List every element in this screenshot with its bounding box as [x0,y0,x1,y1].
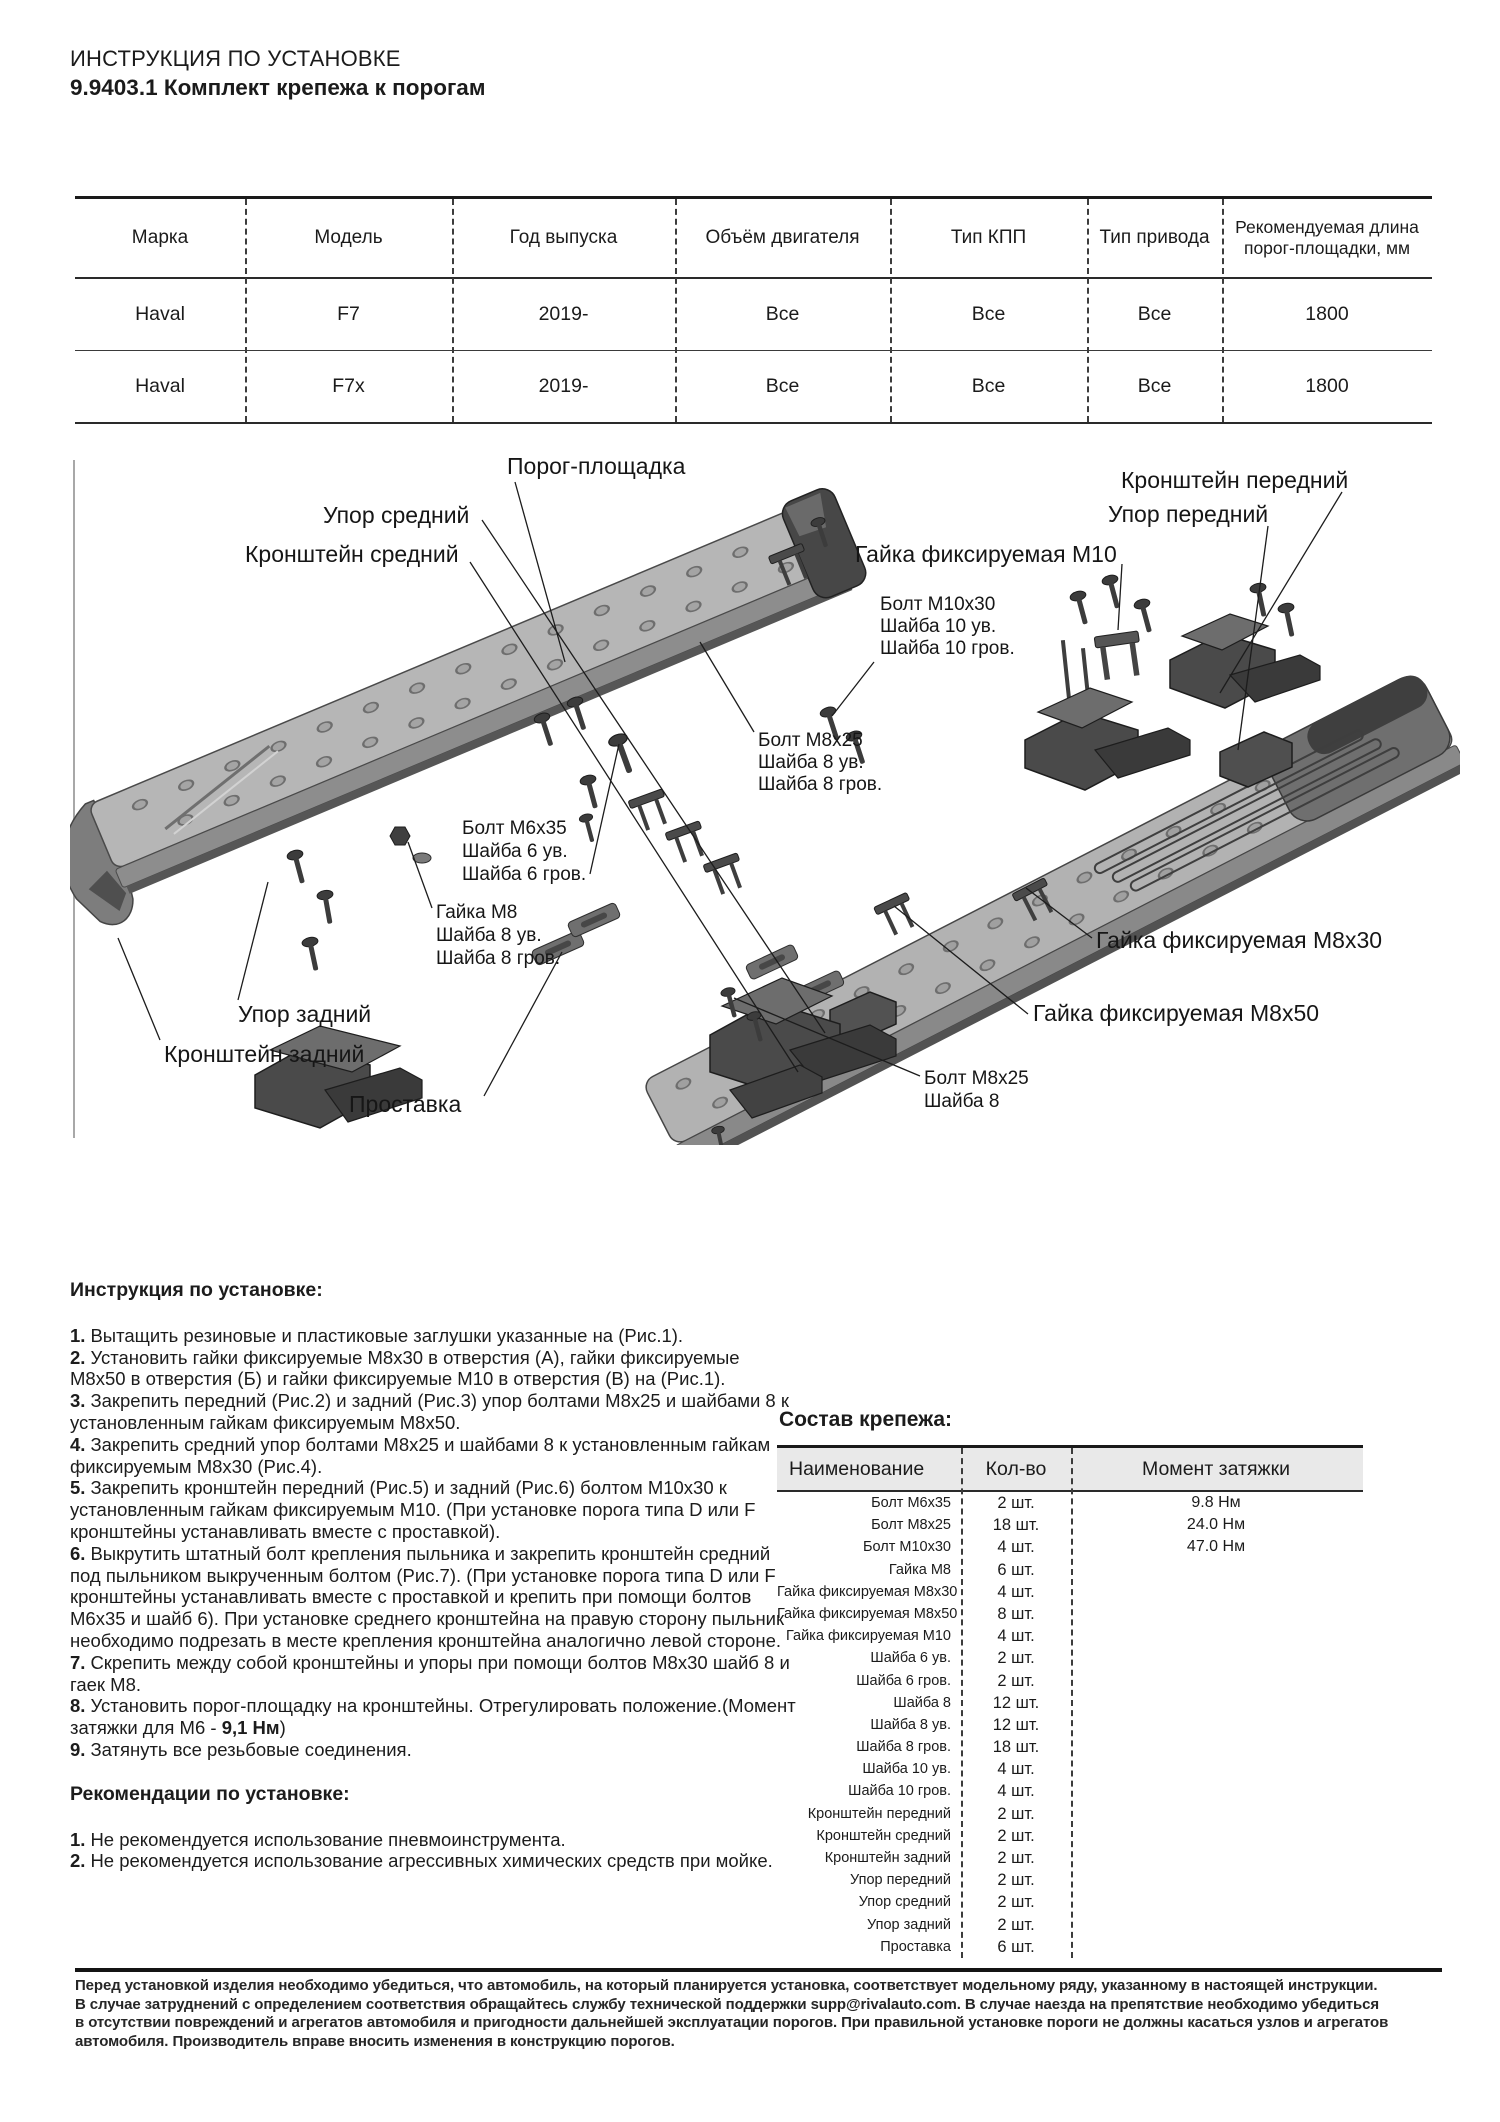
label-bolt-m10x30: Болт М10х30 [880,594,996,615]
hardware-kit-table [777,1445,1363,1958]
parts-row [777,1581,1363,1603]
label-kronshtein-zadniy: Кронштейн задний [164,1041,365,1067]
part-qty: 18 шт. [992,1738,1040,1757]
recommendation-item [70,1850,797,1872]
column-header: Тип привода [1099,227,1210,248]
nut-icon [390,827,410,845]
column-header: Объём двигателя [705,227,860,248]
parts-row [777,1914,1363,1936]
table-row [75,350,1432,422]
part-qty: 2 шт. [997,1849,1035,1867]
part-torque [1071,1559,1361,1581]
vehicle-table-header [75,199,1432,279]
label-bolt-m6x35: Болт М6х35 [462,818,567,839]
item-text: Закрепить передний (Рис.2) и задний (Рис.3) упор болтами М8х25 и шайбами 8 к установленным гайкам фиксируемым М8х50. [70,1390,789,1433]
part-qty: 4 шт. [997,1582,1035,1601]
part-torque [1071,1936,1361,1958]
table-cell: 1800 [1305,303,1349,325]
part-qty: 6 шт. [997,1937,1035,1956]
label-shaiba-8-grov-2: Шайба 8 гров. [436,948,561,969]
part-name: Шайба 8 [893,1694,951,1711]
table-cell: F7 [337,303,360,325]
table-cell: Все [971,303,1006,325]
spacer-plate-icon [745,944,799,980]
label-shaiba-6-grov: Шайба 6 гров. [462,864,587,885]
part-torque [1071,1825,1361,1847]
parts-row [777,1647,1363,1669]
parts-row [777,1758,1363,1780]
item-text: Не рекомендуется использование агрессивных химических средств при мойке. [90,1850,773,1872]
parts-row [777,1625,1363,1647]
label-gaika-m10: Гайка фиксируемая М10 [855,541,1117,567]
item-number: 8. [70,1695,86,1717]
table-cell: F7x [332,375,365,397]
part-torque [1071,1780,1361,1802]
parts-row [777,1780,1363,1802]
column-divider [1087,199,1089,422]
bolt-icon [578,813,599,844]
board-top-face [88,498,845,869]
recommendation-item [70,1829,797,1851]
item-number: 2. [70,1850,86,1872]
instruction-item [70,1695,797,1739]
bracket-rear-group [255,827,431,1128]
disclaimer-line: В случае затруднений с определением соответствия обращайтесь службу технической поддержки supp@rivalauto.com. В случае наезда на препятствие необходимо убедиться [75,1995,1380,2013]
parts-row [777,1847,1363,1869]
parts-row [777,1670,1363,1692]
parts-row [777,1736,1363,1758]
part-torque [1071,1914,1361,1936]
part-torque: 9.8 Нм [1191,1494,1241,1511]
part-qty: 2 шт. [997,1893,1035,1912]
part-torque [1071,1847,1361,1869]
page-header [70,44,485,102]
label-upor-zadniy: Упор задний [238,1001,372,1027]
part-torque [1071,1647,1361,1669]
label-upor-sredniy: Упор средний [323,502,470,528]
table-cell: Haval [135,303,185,325]
label-gaika-m8: Гайка М8 [436,902,518,923]
item-text: Скрепить между собой кронштейны и упоры при помощи болтов М8х30 шайб 8 и гаек М8. [70,1651,790,1695]
instruction-item [70,1652,797,1696]
label-prostavka: Проставка [349,1091,462,1117]
part-name: Кронштейн задний [824,1850,951,1866]
part-qty: 2 шт. [997,1494,1035,1512]
hardware-kit-section [777,1408,1363,1958]
part-torque [1071,1603,1361,1625]
item-text: Вытащить резиновые и пластиковые заглушки указанные на (Рис.1). [90,1324,684,1346]
item-number: 1. [70,1324,86,1346]
part-qty: 4 шт. [997,1760,1035,1779]
table-cell: Haval [135,375,185,397]
instruction-item [70,1434,797,1478]
column-header: Тип КПП [950,227,1027,248]
part-torque [1071,1692,1361,1714]
item-text: Выкрутить штатный болт крепления пыльника и закрепить кронштейн средний под пыльником выкрученным болтом (Рис.7). (При установке порога типа D или F кронштейны устанавливать вместе с проставкой и крепить при помощи болтов М6х35 и шайб 6). При установке среднего кронштейна на правую сторону пыльник необходимо подрезать в месте крепления кронштейна аналогично левой стороне. [70,1542,785,1651]
instruction-item [70,1543,797,1652]
part-name: Гайка М8 [888,1561,951,1578]
label-shaiba-8-uv-2: Шайба 8 ув. [436,925,542,946]
part-torque [1071,1625,1361,1647]
item-number: 5. [70,1477,86,1499]
label-kronshtein-peredniy: Кронштейн передний [1121,467,1349,493]
page-subtitle: 9.9403.1 Комплект крепежа к порогам [70,75,486,100]
parts-row [777,1869,1363,1891]
bolt-icon [316,889,338,925]
part-name: Упор средний [858,1894,951,1911]
part-name: Болт М8х25 [871,1517,951,1534]
column-divider [452,199,454,422]
part-torque [1071,1714,1361,1736]
part-name: Шайба 6 ув. [870,1650,951,1667]
bolt-icon [1133,598,1157,634]
part-qty: 6 шт. [997,1560,1035,1579]
parts-row [777,1536,1363,1558]
instruction-item [70,1325,797,1347]
table-cell: Все [765,303,800,325]
column-header: Кол-во [985,1457,1047,1480]
part-name: Гайка фиксируемая М8х50 [777,1605,958,1622]
item-text: Затянуть все резьбовые соединения. [90,1738,412,1760]
instruction-item [70,1390,797,1434]
column-header: Рекомендуемая длина порог-площадки, мм [1235,217,1419,258]
item-text: Не рекомендуется использование пневмоинструмента. [90,1828,566,1850]
part-name: Гайка фиксируемая М10 [785,1628,951,1645]
part-name: Шайба 10 гров. [848,1783,951,1800]
bolt-icon [579,774,603,810]
part-qty: 8 шт. [997,1604,1035,1623]
parts-row [777,1891,1363,1913]
item-text: Закрепить кронштейн передний (Рис.5) и задний (Рис.6) болтом М10х30 к установленным гайкам фиксируемым М10. (При установке порога типа D или F кронштейны устанавливать вместе с проставкой). [70,1477,756,1542]
part-name: Шайба 6 гров. [856,1672,951,1689]
column-divider [675,199,677,422]
item-text-post: ) [279,1717,286,1739]
part-qty: 12 шт. [992,1715,1040,1734]
vehicle-table [75,196,1432,424]
part-qty: 4 шт. [997,1782,1035,1801]
part-name: Гайка фиксируемая М8х30 [777,1583,958,1600]
recommendations-title: Рекомендации по установке: [70,1782,350,1805]
table-cell: 1800 [1305,375,1349,397]
part-torque: 24.0 Нм [1186,1516,1246,1534]
part-torque [1071,1736,1361,1758]
exploded-view-diagram [70,450,1460,1145]
label-shaiba-10-grov: Шайба 10 гров. [880,638,1015,659]
label-bolt-m8x25-btm: Болт М8х25 [924,1068,1029,1089]
parts-row [777,1559,1363,1581]
part-name: Упор задний [867,1916,951,1933]
instruction-item [70,1477,797,1542]
page-title: ИНСТРУКЦИЯ ПО УСТАНОВКЕ [70,46,401,71]
part-name: Шайба 8 ув. [870,1716,951,1733]
column-divider [1071,1448,1073,1958]
part-name: Болт М10х30 [863,1539,951,1556]
disclaimer-line: Перед установкой изделия необходимо убедиться, что автомобиль, на который планируется установка, соответствует модельному ряду, указанному в настоящей инструкции. [75,1977,1378,1994]
parts-row [777,1603,1363,1625]
part-qty: 18 шт. [992,1516,1040,1535]
label-gaika-m8x50: Гайка фиксируемая М8х50 [1033,1000,1320,1026]
parts-row [777,1825,1363,1847]
parts-row [777,1803,1363,1825]
part-name: Шайба 8 гров. [856,1739,951,1756]
column-divider [961,1448,963,1958]
instruction-item [70,1739,797,1761]
column-divider [890,199,892,422]
label-gaika-m8x30: Гайка фиксируемая М8х30 [1096,927,1383,953]
part-name: Кронштейн средний [816,1827,951,1844]
part-torque: 47.0 Нм [1186,1538,1246,1556]
bolt-icon [301,936,324,972]
instruction-item [70,1347,797,1391]
part-qty: 4 шт. [997,1538,1035,1557]
part-torque [1071,1758,1361,1780]
part-name: Упор передний [850,1872,951,1889]
label-shaiba-6-uv: Шайба 6 ув. [462,841,568,862]
item-text: Закрепить средний упор болтами М8х25 и шайбами 8 к установленным гайкам фиксируемым М8х30 (Рис.4). [70,1433,771,1477]
hardware-kit-title: Состав крепежа: [779,1408,953,1431]
item-number: 2. [70,1346,86,1368]
table-cell: Все [1137,375,1172,397]
footer-disclaimer [75,1968,1442,2051]
column-header: Марка [131,227,189,248]
parts-row [777,1714,1363,1736]
item-bold-text: 9,1 Нм [221,1717,280,1739]
table-row [75,279,1432,350]
fixing-nut-m10-icon [1094,631,1144,681]
bolt-icon [1069,590,1093,626]
part-qty: 2 шт. [997,1915,1035,1934]
instructions-title: Инструкция по установке: [70,1279,323,1301]
parts-row [777,1514,1363,1536]
disclaimer-line: в отсутствии повреждений и агрегатов автомобиля и пригодности дальнейшей эксплуатации порогов. При правильной установке пороги не должны касаться узлов и агрегатов [75,2014,1389,2031]
part-torque [1071,1581,1361,1603]
part-torque [1071,1869,1361,1891]
part-name: Шайба 10 ув. [862,1761,951,1778]
part-qty: 2 шт. [997,1649,1035,1668]
table-cell: 2019- [538,375,589,397]
column-header: Год выпуска [509,227,618,248]
item-number: 6. [70,1542,86,1564]
label-shaiba-8-grov: Шайба 8 гров. [758,774,883,795]
label-upor-peredniy: Упор передний [1108,501,1269,527]
column-divider [1222,199,1224,422]
fixing-nut-icon [874,892,921,938]
item-number: 4. [70,1433,86,1455]
bolt-icon [607,732,639,776]
table-cell: 2019- [538,303,589,325]
column-header: Модель [314,227,383,248]
label-shaiba-8-uv: Шайба 8 ув. [758,752,864,773]
label-kronshtein-sredniy: Кронштейн средний [245,541,459,567]
part-qty: 2 шт. [997,1804,1035,1823]
table-cell: Все [971,375,1006,397]
board-front-edge [115,563,853,888]
bolt-icon [1277,602,1300,638]
part-torque [1071,1891,1361,1913]
bolt-icon [533,711,559,748]
part-torque [1071,1803,1361,1825]
part-qty: 12 шт. [992,1693,1040,1712]
table-cell: Все [1137,303,1172,325]
part-qty: 2 шт. [997,1826,1035,1845]
column-divider [245,199,247,422]
parts-row [777,1492,1363,1514]
parts-row [777,1692,1363,1714]
column-header: Момент затяжки [1142,1457,1290,1480]
front-middle-plate [1038,688,1132,728]
part-qty: 4 шт. [997,1627,1035,1646]
item-number: 1. [70,1828,86,1850]
part-name: Проставка [880,1938,951,1955]
part-torque [1071,1670,1361,1692]
item-text: Установить гайки фиксируемые М8х30 в отверстия (А), гайки фиксируемые М8х50 в отверстия (Б) и гайки фиксируемые М10 в отверстия (В) на (Рис.1). [70,1346,740,1390]
spacer-plate-icon [567,902,621,938]
label-porog-ploshchadka: Порог-площадка [507,453,686,479]
disclaimer-line: автомобиля. Производитель вправе вносить изменения в конструкцию порогов. [75,2032,675,2050]
part-qty: 2 шт. [997,1671,1035,1690]
part-name: Болт М6х35 [871,1495,951,1511]
label-shaiba-10-uv: Шайба 10 ув. [880,616,997,637]
fixing-nut-icon [703,853,748,897]
hardware-kit-header [777,1448,1363,1492]
bolt-icon [286,849,310,885]
item-number: 7. [70,1651,86,1673]
part-qty: 2 шт. [997,1871,1035,1890]
column-header: Наименование [789,1457,925,1480]
item-number: 9. [70,1738,86,1760]
table-cell: Все [765,375,800,397]
label-shaiba-8-btm: Шайба 8 [924,1091,1000,1112]
part-name: Кронштейн передний [807,1805,951,1822]
item-number: 3. [70,1390,86,1412]
item-text: Установить порог-площадку на кронштейны. Отрегулировать положение.(Момент затяжки для М6 - [70,1695,796,1739]
stud [1061,640,1071,700]
installation-instructions [70,1280,797,1872]
label-bolt-m8x25: Болт М8х25 [758,730,863,751]
parts-row [777,1936,1363,1958]
